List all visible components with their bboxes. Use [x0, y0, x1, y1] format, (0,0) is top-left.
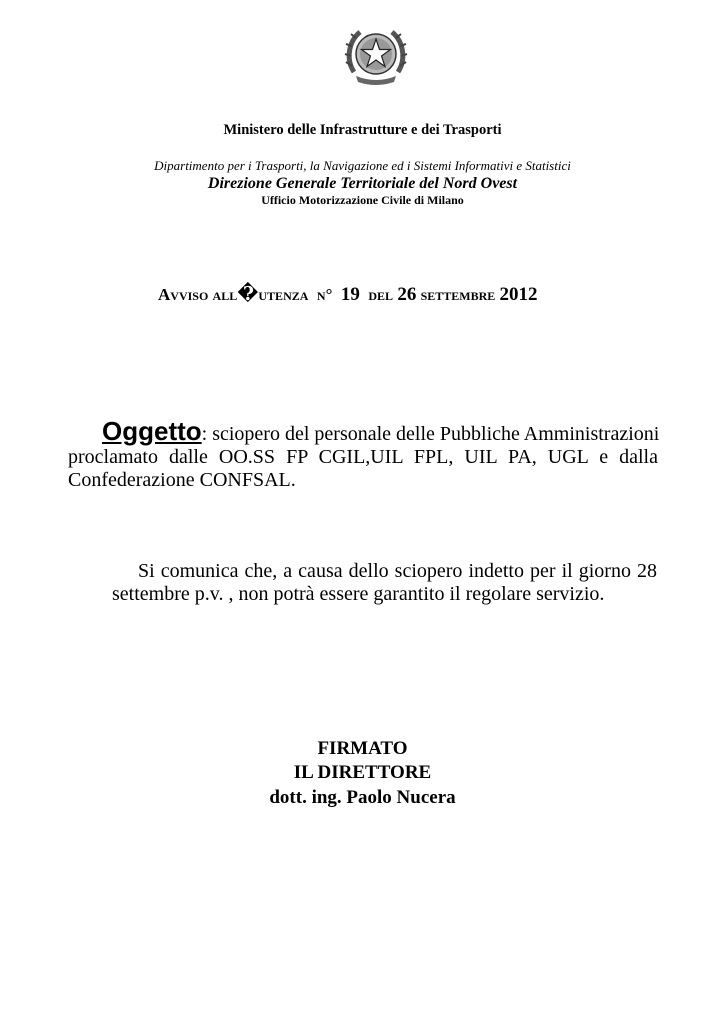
- department-line: Dipartimento per i Trasporti, la Navigazione ed i Sistemi Informativi e Statistici: [154, 158, 571, 173]
- subject-line-1: [68, 416, 660, 446]
- subject-text-1: : sciopero del personale delle Pubbliche Amministrazioni: [201, 423, 660, 445]
- ministry-title: Ministero delle Infrastrutture e dei Trasporti: [223, 122, 502, 138]
- director-title: IL DIRETTORE: [293, 762, 432, 783]
- signed-label: FIRMATO: [317, 738, 408, 759]
- italian-republic-emblem-icon: [342, 22, 410, 90]
- notice-title: [158, 283, 538, 306]
- subject-line-3: Confederazione CONFSAL.: [68, 469, 296, 491]
- notice-garbled-char: �: [237, 284, 259, 305]
- notice-prefix-rest: vviso: [170, 285, 209, 304]
- direction-line: Direzione Generale Territoriale del Nord Ovest: [207, 175, 518, 192]
- notice-all: all: [212, 285, 238, 304]
- notice-month: settembre: [420, 285, 496, 304]
- body-line-1: Si comunica che, a causa dello sciopero indetto per il giorno 28: [138, 560, 657, 582]
- director-name: dott. ing. Paolo Nucera: [269, 787, 456, 808]
- subject-paragraph: [68, 416, 660, 492]
- notice-number-sign: n°: [316, 285, 333, 304]
- notice-prefix-initial: A: [158, 285, 171, 304]
- notice-del: del: [368, 285, 394, 304]
- notice-year: 2012: [499, 284, 538, 305]
- subject-label: Oggetto: [102, 416, 202, 446]
- notice-day: 26: [397, 284, 417, 305]
- notice-number: 19: [340, 284, 360, 305]
- body-paragraph: [112, 560, 657, 606]
- subject-line-2: proclamato dalle OO.SS FP CGIL,UIL FPL, UIL PA, UGL e dalla: [68, 446, 658, 468]
- body-line-2: settembre p.v. , non potrà essere garantito il regolare servizio.: [112, 583, 605, 605]
- office-line: Ufficio Motorizzazione Civile di Milano: [261, 193, 464, 207]
- notice-utenza: utenza: [258, 285, 309, 304]
